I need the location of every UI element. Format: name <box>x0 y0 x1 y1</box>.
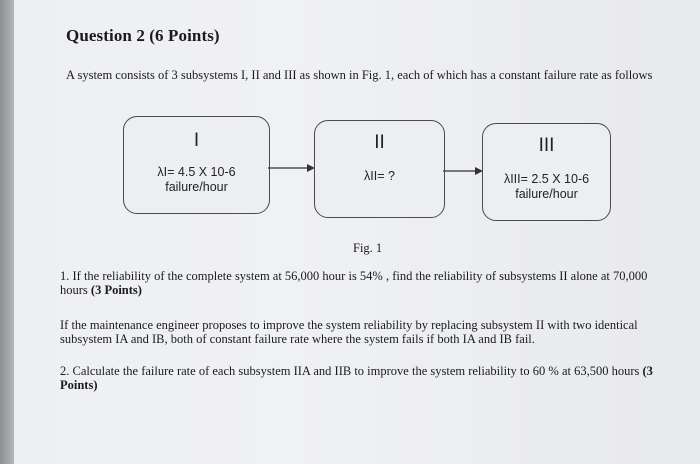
figure-caption: Fig. 1 <box>353 241 383 255</box>
subsystem-iii-unit: failure/hour <box>515 187 578 201</box>
subsystem-iii-numeral: III <box>538 135 555 156</box>
question-2 <box>60 364 670 392</box>
question-1-text: 1. If the reliability of the complete system at 56,000 hour is 54% , find the reliability of subsystems II alone at 70,000 hours <box>60 269 648 297</box>
intro-paragraph: A system consists of 3 subsystems I, II and III as shown in Fig. 1, each of which has a constant failure rate as follows <box>66 68 653 82</box>
question-2-points: (3 Points) <box>60 364 653 392</box>
subsystem-i-rate: λI= 4.5 X 10-6 <box>157 165 236 179</box>
question-1-points: (3 Points) <box>90 283 142 297</box>
question-1 <box>60 269 670 297</box>
subsystem-iii-box <box>482 123 611 221</box>
maintenance-paragraph: If the maintenance engineer proposes to improve the system reliability by replacing subsystem II with two identical subsystem IA and IB, both of constant failure rate where the system fails if both IA and IB fail. <box>60 318 638 346</box>
arrow-ii-to-iii <box>443 165 484 177</box>
subsystem-ii-rate: λII= ? <box>364 169 395 183</box>
subsystem-iii-rate: λIII= 2.5 X 10-6 <box>503 172 590 186</box>
subsystem-i-numeral: I <box>193 130 200 151</box>
question-title: Question 2 (6 Points) <box>66 26 220 45</box>
page-edge-shadow <box>0 0 14 464</box>
subsystem-ii-numeral: II <box>374 132 385 153</box>
question-2-text: 2. Calculate the failure rate of each subsystem IIA and IIB to improve the system reliability to 60 % at 63,500 hours <box>60 364 640 378</box>
arrow-i-to-ii <box>268 162 316 174</box>
subsystem-i-unit: failure/hour <box>165 180 228 194</box>
subsystem-ii-box <box>314 120 445 218</box>
subsystem-i-box <box>123 116 270 214</box>
